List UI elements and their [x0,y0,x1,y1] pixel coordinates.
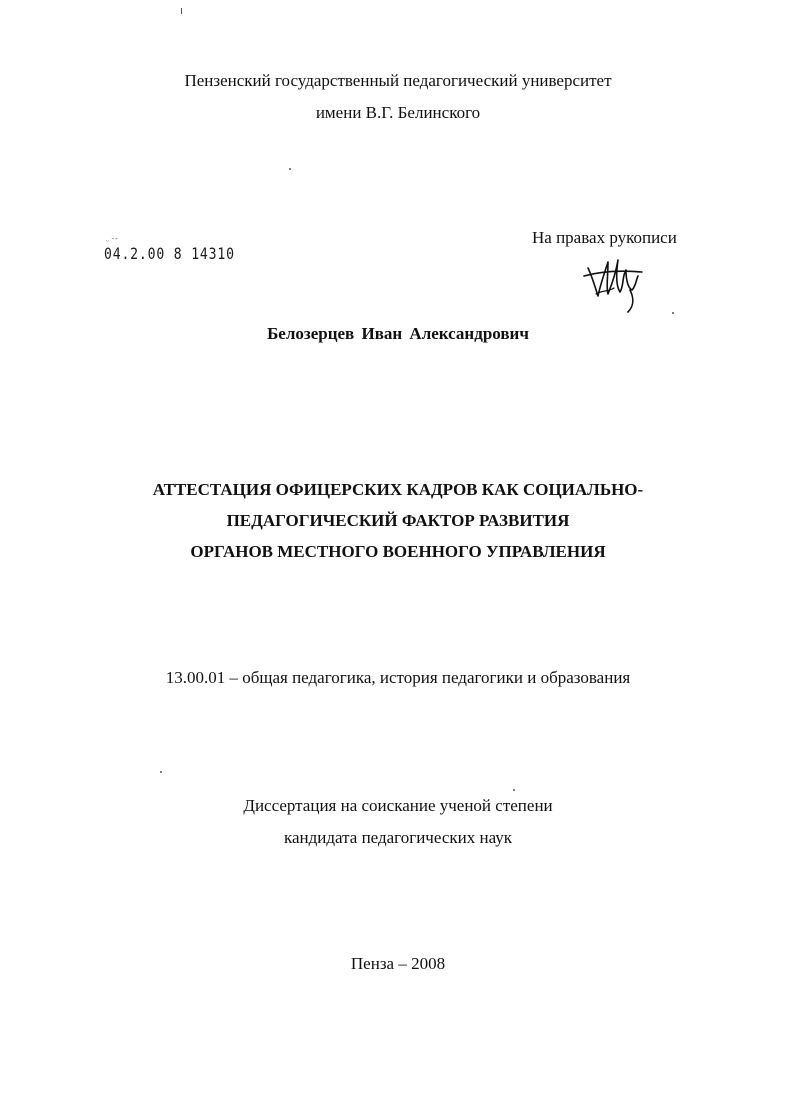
scan-speck [289,168,291,170]
university-dedication: имени В.Г. Белинского [315,103,481,122]
specialty-code: 13.00.01 – общая педагогика, история педагогики и образования [165,668,631,687]
dissertation-title-line-2: ПЕДАГОГИЧЕСКИЙ ФАКТОР РАЗВИТИЯ [226,511,570,530]
rights-notice: На правах рукописи [532,228,677,247]
code-mark-icon: ᵕ ˉˉ [106,238,119,246]
degree-statement-line-1: Диссертация на соискание ученой степени [243,796,553,815]
author-name: Белозерцев Иван Александрович [267,324,529,343]
university-name: Пензенский государственный педагогический университет [184,71,612,90]
scan-speck [181,8,182,14]
dissertation-title-line-3: ОРГАНОВ МЕСТНОГО ВОЕННОГО УПРАВЛЕНИЯ [190,542,606,561]
city-year: Пенза – 2008 [350,954,446,973]
degree-statement-line-2: кандидата педагогических наук [283,828,513,847]
scan-speck [513,789,515,791]
registration-code: 04.2.00 8 14310 [104,244,235,263]
dissertation-title-line-1: АТТЕСТАЦИЯ ОФИЦЕРСКИХ КАДРОВ КАК СОЦИАЛЬНО- [152,480,644,499]
scan-speck [672,312,674,314]
signature-icon [578,246,648,314]
scan-speck [160,771,162,773]
